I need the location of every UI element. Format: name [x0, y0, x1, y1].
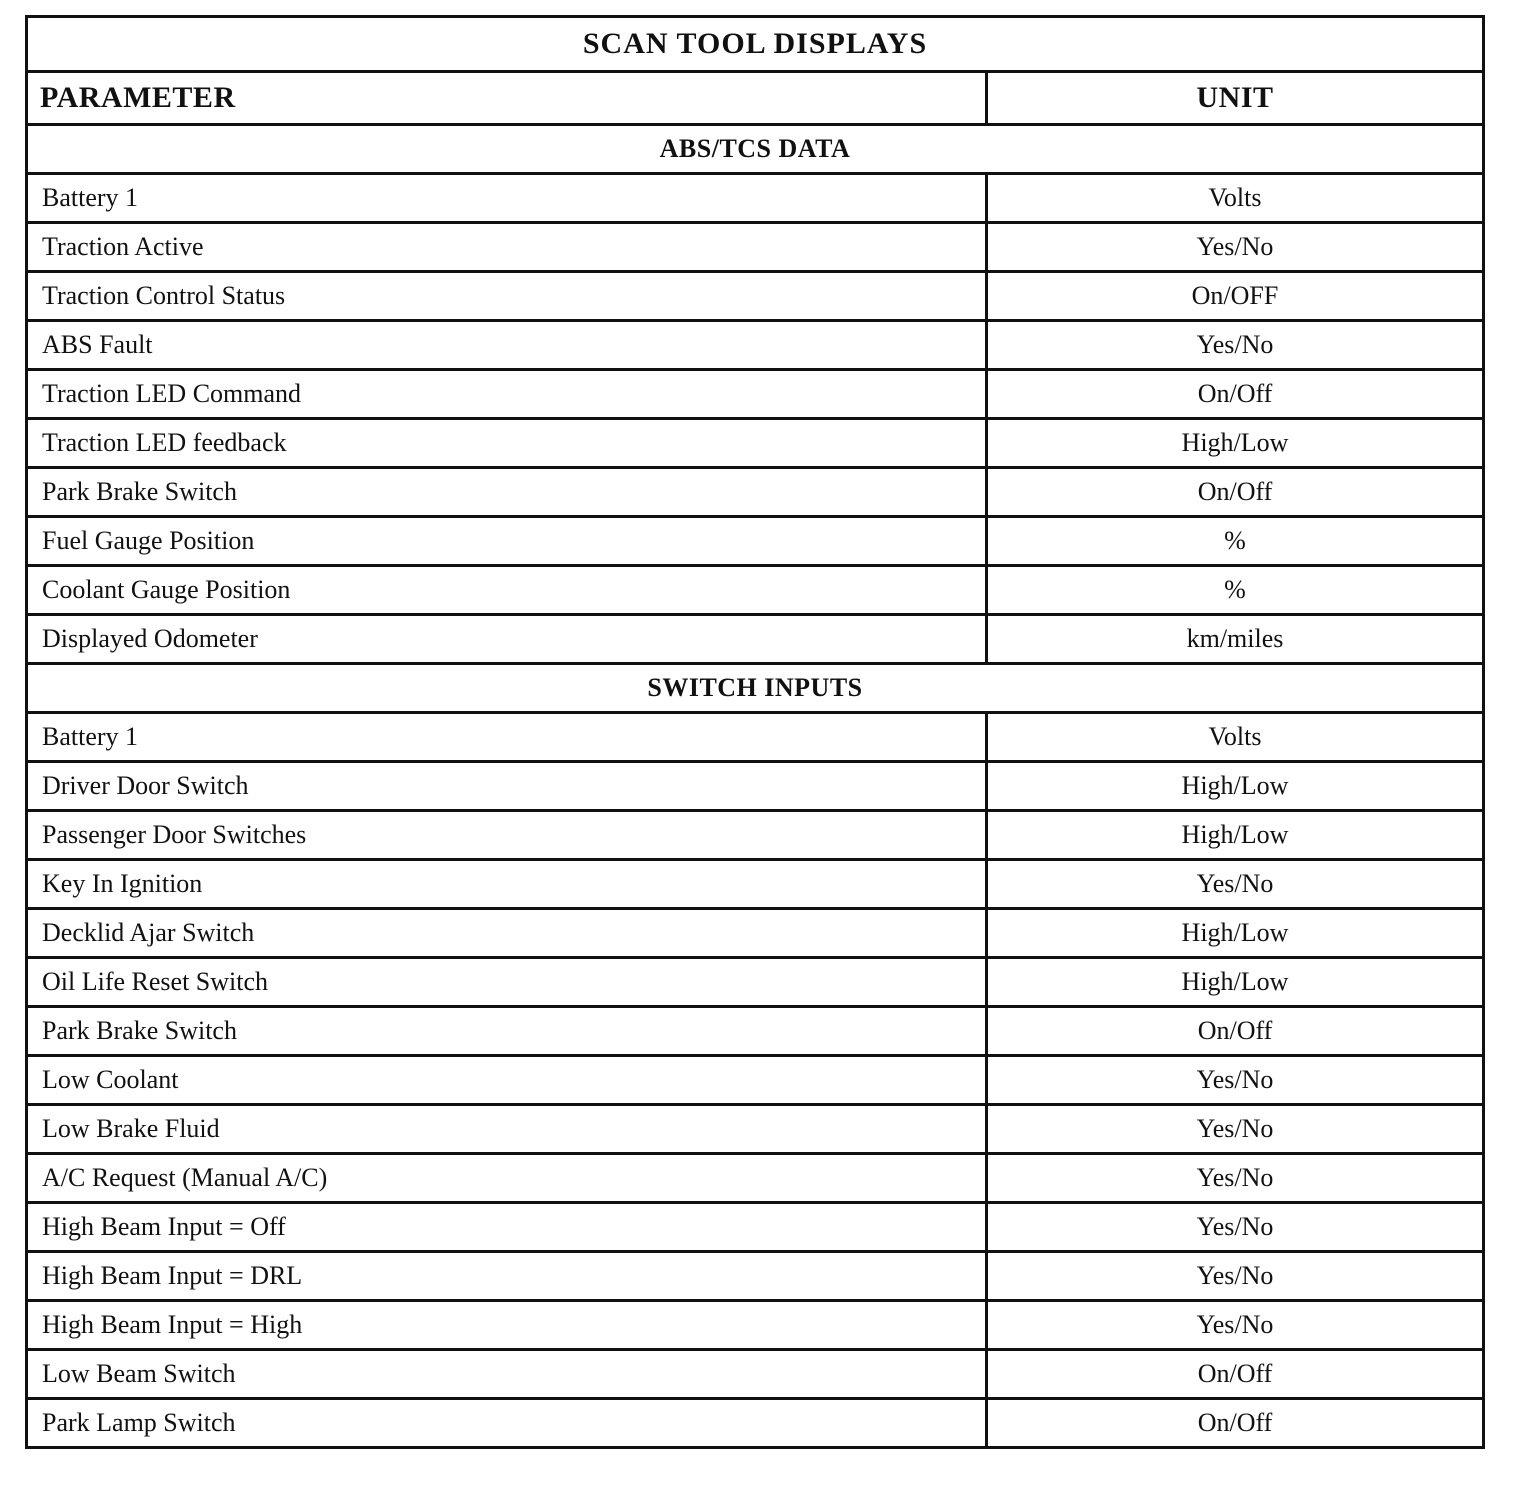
table-row: [27, 1301, 1484, 1350]
table-row: [27, 468, 1484, 517]
unit-cell: High/Low: [987, 958, 1484, 1007]
unit-cell: High/Low: [987, 811, 1484, 860]
parameter-cell: Park Brake Switch: [27, 1007, 987, 1056]
unit-cell: Yes/No: [987, 1056, 1484, 1105]
unit-cell: Yes/No: [987, 860, 1484, 909]
parameter-cell: A/C Request (Manual A/C): [27, 1154, 987, 1203]
unit-cell: High/Low: [987, 762, 1484, 811]
section-header-row: [27, 125, 1484, 174]
unit-cell: %: [987, 517, 1484, 566]
unit-cell: Volts: [987, 713, 1484, 762]
unit-cell: High/Low: [987, 909, 1484, 958]
table-row: [27, 370, 1484, 419]
parameter-cell: Low Beam Switch: [27, 1350, 987, 1399]
scan-tool-displays-table: [25, 15, 1485, 1449]
unit-cell: High/Low: [987, 419, 1484, 468]
parameter-cell: Passenger Door Switches: [27, 811, 987, 860]
table-row: [27, 517, 1484, 566]
title-row: [27, 17, 1484, 72]
table-row: [27, 1203, 1484, 1252]
parameter-cell: Key In Ignition: [27, 860, 987, 909]
parameter-cell: Traction Control Status: [27, 272, 987, 321]
table-row: [27, 958, 1484, 1007]
table-row: [27, 1350, 1484, 1399]
section-heading: SWITCH INPUTS: [27, 664, 1484, 713]
parameter-cell: Park Lamp Switch: [27, 1399, 987, 1448]
parameter-cell: Battery 1: [27, 174, 987, 223]
unit-cell: On/Off: [987, 1399, 1484, 1448]
unit-cell: Yes/No: [987, 223, 1484, 272]
parameter-cell: Coolant Gauge Position: [27, 566, 987, 615]
unit-cell: km/miles: [987, 615, 1484, 664]
unit-cell: Yes/No: [987, 1301, 1484, 1350]
parameter-cell: High Beam Input = Off: [27, 1203, 987, 1252]
table-row: [27, 1399, 1484, 1448]
parameter-cell: ABS Fault: [27, 321, 987, 370]
unit-cell: On/OFF: [987, 272, 1484, 321]
scan-tool-table-container: [25, 15, 1485, 1449]
table-row: [27, 419, 1484, 468]
table-row: [27, 762, 1484, 811]
table-row: [27, 1056, 1484, 1105]
table-row: [27, 860, 1484, 909]
table-row: [27, 272, 1484, 321]
parameter-cell: Battery 1: [27, 713, 987, 762]
table-row: [27, 1252, 1484, 1301]
unit-cell: Yes/No: [987, 1252, 1484, 1301]
unit-cell: Yes/No: [987, 1154, 1484, 1203]
unit-cell: Volts: [987, 174, 1484, 223]
parameter-cell: Low Brake Fluid: [27, 1105, 987, 1154]
table-row: [27, 1007, 1484, 1056]
unit-cell: On/Off: [987, 1350, 1484, 1399]
parameter-cell: Traction LED Command: [27, 370, 987, 419]
parameter-cell: High Beam Input = High: [27, 1301, 987, 1350]
parameter-cell: Park Brake Switch: [27, 468, 987, 517]
column-header-parameter: PARAMETER: [27, 72, 987, 125]
table-title: SCAN TOOL DISPLAYS: [27, 17, 1484, 72]
table-row: [27, 713, 1484, 762]
table-row: [27, 321, 1484, 370]
parameter-cell: Driver Door Switch: [27, 762, 987, 811]
table-row: [27, 615, 1484, 664]
unit-cell: On/Off: [987, 468, 1484, 517]
parameter-cell: Traction LED feedback: [27, 419, 987, 468]
unit-cell: On/Off: [987, 1007, 1484, 1056]
header-row: [27, 72, 1484, 125]
table-row: [27, 223, 1484, 272]
column-header-unit: UNIT: [987, 72, 1484, 125]
table-row: [27, 174, 1484, 223]
table-row: [27, 1154, 1484, 1203]
section-header-row: [27, 664, 1484, 713]
parameter-cell: High Beam Input = DRL: [27, 1252, 987, 1301]
parameter-cell: Low Coolant: [27, 1056, 987, 1105]
unit-cell: Yes/No: [987, 1105, 1484, 1154]
parameter-cell: Oil Life Reset Switch: [27, 958, 987, 1007]
parameter-cell: Decklid Ajar Switch: [27, 909, 987, 958]
unit-cell: Yes/No: [987, 1203, 1484, 1252]
parameter-cell: Displayed Odometer: [27, 615, 987, 664]
parameter-cell: Fuel Gauge Position: [27, 517, 987, 566]
table-row: [27, 566, 1484, 615]
section-heading: ABS/TCS DATA: [27, 125, 1484, 174]
unit-cell: On/Off: [987, 370, 1484, 419]
unit-cell: %: [987, 566, 1484, 615]
table-row: [27, 1105, 1484, 1154]
table-row: [27, 811, 1484, 860]
table-row: [27, 909, 1484, 958]
parameter-cell: Traction Active: [27, 223, 987, 272]
unit-cell: Yes/No: [987, 321, 1484, 370]
